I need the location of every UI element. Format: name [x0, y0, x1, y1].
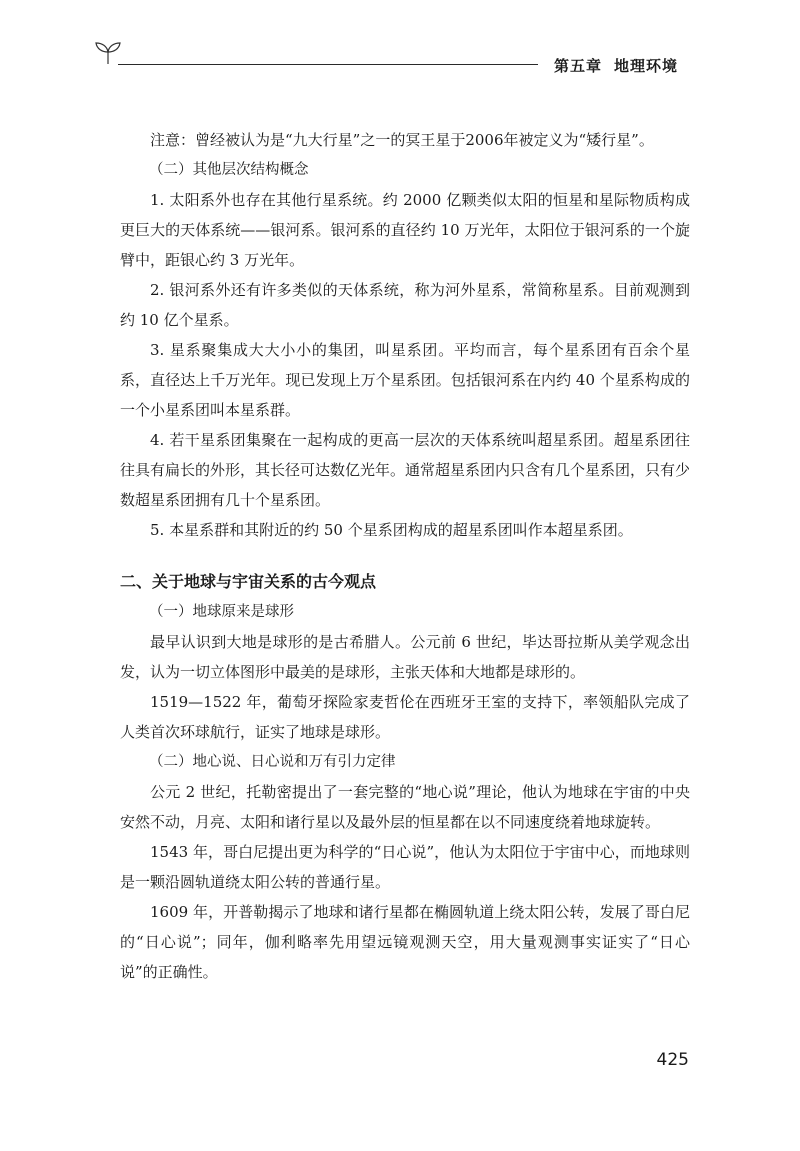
chapter-number: 第五章	[554, 57, 603, 75]
section-heading-2: 二、关于地球与宇宙关系的古今观点	[120, 572, 377, 591]
paragraph-8: 公元 2 世纪，托勒密提出了一套完整的“地心说”理论，他认为地球在宇宙的中央安然不动，月亮、太阳和诸行星以及最外层的恒星都在以不同速度绕着地球旋转。	[120, 783, 690, 831]
paragraph-2: 2. 银河系外还有许多类似的天体系统，称为河外星系，常简称星系。目前观测到约 10 亿个星系。	[120, 281, 690, 329]
subheading-earth-sphere: （一）地球原来是球形	[149, 604, 294, 620]
paragraph-10: 1609 年，开普勒揭示了地球和诸行星都在椭圆轨道上绕太阳公转，发展了哥白尼的“日心说”；同年，伽利略率先用望远镜观测天空，用大量观测事实证实了“日心说”的正确性。	[120, 903, 690, 981]
paragraph-7: 1519—1522 年，葡萄牙探险家麦哲伦在西班牙王室的支持下，率领船队完成了人类首次环球航行，证实了地球是球形。	[120, 693, 690, 741]
paragraph-4: 4. 若干星系团集聚在一起构成的更高一层次的天体系统叫超星系团。超星系团往往具有扁长的外形，其长径可达数亿光年。通常超星系团内只含有几个星系团，只有少数超星系团拥有几十个星系团。	[120, 431, 691, 509]
subheading-geocentric-heliocentric: （二）地心说、日心说和万有引力定律	[149, 754, 396, 770]
chapter-title: 地理环境	[614, 57, 679, 75]
sprout-icon	[92, 40, 124, 66]
header-rule	[118, 64, 538, 65]
paragraph-3: 3. 星系聚集成大大小小的集团，叫星系团。平均而言，每个星系团有百余个星系，直径达上千万光年。现已发现上万个星系团。包括银河系在内约 40 个星系构成的一个小星系团叫本星系群。	[120, 341, 690, 419]
paragraph-5: 5. 本星系群和其附近的约 50 个星系团构成的超星系团叫作本超星系团。	[150, 521, 633, 539]
paragraph-9: 1543 年，哥白尼提出更为科学的“日心说”，他认为太阳位于宇宙中心，而地球则是一颗沿圆轨道绕太阳公转的普通行星。	[120, 843, 690, 891]
page-number: 425	[656, 1050, 689, 1070]
paragraph-6: 最早认识到大地是球形的是古希腊人。公元前 6 世纪，毕达哥拉斯从美学观念出发，认为一切立体图形中最美的是球形，主张天体和大地都是球形的。	[120, 633, 690, 681]
paragraph-1: 1. 太阳系外也存在其他行星系统。约 2000 亿颗类似太阳的恒星和星际物质构成更巨大的天体系统——银河系。银河系的直径约 10 万光年，太阳位于银河系的一个旋臂中，距银心约 3 万光年。	[120, 191, 690, 269]
subheading-other-structures: （二）其他层次结构概念	[149, 162, 309, 178]
note-paragraph: 注意：曾经被认为是“九大行星”之一的冥王星于2006年被定义为“矮行星”。	[150, 131, 654, 149]
page-body	[120, 125, 690, 987]
running-header	[554, 55, 678, 76]
